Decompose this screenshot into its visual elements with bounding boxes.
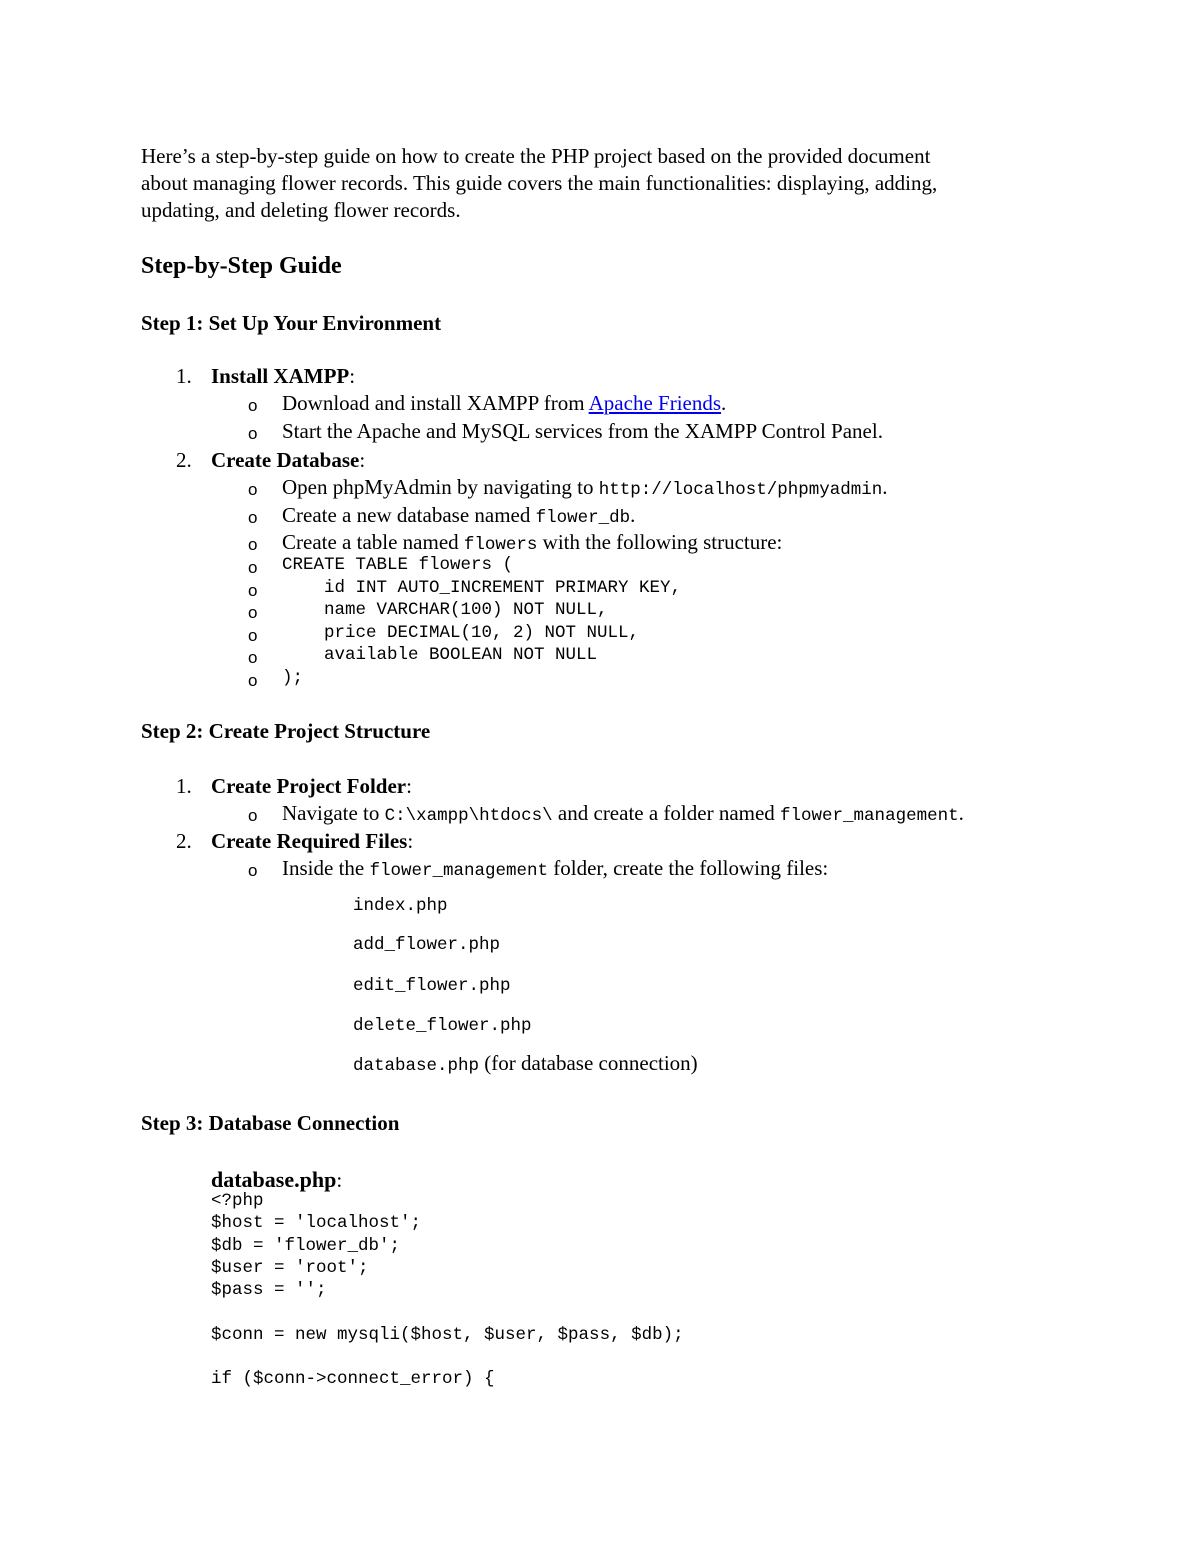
bullet-icon: o [248, 671, 258, 690]
file-name: add_flower.php [353, 935, 501, 955]
step2-item2 [211, 828, 413, 855]
xampp-bullet-1 [282, 390, 726, 417]
step1-item1-colon: : [349, 364, 356, 388]
bullet-icon: o [248, 558, 258, 577]
files-bullet-suffix: folder, create the following files: [548, 856, 829, 880]
bullet-icon: o [248, 626, 258, 645]
step2-item1-colon: : [406, 774, 412, 798]
bullet-icon: o [248, 603, 258, 622]
file-name: database.php [353, 1056, 480, 1076]
bullet-icon: o [248, 806, 258, 825]
bullet-icon: o [248, 396, 258, 415]
step2-item2-title: Create Required Files [211, 829, 408, 853]
bullet-icon: o [248, 535, 258, 554]
db-bullet-2-prefix: Create a new database named [282, 503, 536, 527]
bullet-icon: o [248, 424, 258, 443]
file-name: edit_flower.php [353, 976, 511, 996]
db-name-code: flower_db [535, 508, 631, 528]
db-bullet-2-suffix: . [630, 503, 636, 527]
step1-item2 [211, 447, 365, 474]
step2-item1 [211, 773, 412, 800]
sql-line: id INT AUTO_INCREMENT PRIMARY KEY, [282, 578, 682, 598]
folder-name-code: flower_management [369, 861, 549, 881]
guide-title: Step-by-Step Guide [141, 253, 342, 279]
table-name-code: flowers [463, 535, 538, 555]
step2-item2-colon: : [407, 829, 414, 853]
step2-item1-title: Create Project Folder [211, 774, 407, 798]
db-bullet-1 [282, 474, 888, 504]
sql-line: price DECIMAL(10, 2) NOT NULL, [282, 623, 640, 643]
code-line: if ($conn->connect_error) { [211, 1369, 495, 1389]
apache-friends-link[interactable]: Apache Friends [588, 391, 722, 415]
htdocs-path-code: C:\xampp\htdocs\ [384, 806, 553, 826]
step1-item2-number: 2. [176, 448, 192, 472]
database-file-line [353, 1050, 698, 1080]
files-bullet [282, 855, 828, 885]
code-line: $conn = new mysqli($host, $user, $pass, $db); [211, 1325, 684, 1345]
files-bullet-prefix: Inside the [282, 856, 370, 880]
bullet-icon: o [248, 581, 258, 600]
step1-title: Step 1: Set Up Your Environment [141, 311, 442, 335]
phpmyadmin-url: http://localhost/phpmyadmin [598, 480, 883, 500]
sql-line: CREATE TABLE flowers ( [282, 555, 514, 575]
sql-line: available BOOLEAN NOT NULL [282, 645, 598, 665]
db-bullet-1-prefix: Open phpMyAdmin by navigating to [282, 475, 599, 499]
file-name: delete_flower.php [353, 1016, 532, 1036]
xampp-bullet-1-prefix: Download and install XAMPP from [282, 391, 589, 415]
code-line: $user = 'root'; [211, 1258, 369, 1278]
db-bullet-3-suffix: with the following structure: [537, 530, 783, 554]
code-line: $db = 'flower_db'; [211, 1236, 401, 1256]
code-line: <?php [211, 1191, 264, 1211]
step1-item2-title: Create Database [211, 448, 360, 472]
step1-item1-title: Install XAMPP [211, 364, 350, 388]
database-php-title: database.php [211, 1167, 337, 1192]
intro-line-3: updating, and deleting flower records. [141, 198, 461, 222]
step3-title: Step 3: Database Connection [141, 1111, 400, 1135]
db-bullet-1-suffix: . [882, 475, 888, 499]
intro-line-1: Here’s a step-by-step guide on how to create the PHP project based on the provided document [141, 144, 931, 168]
xampp-bullet-1-suffix: . [721, 391, 727, 415]
bullet-icon: o [248, 480, 258, 499]
xampp-bullet-2: Start the Apache and MySQL services from the XAMPP Control Panel. [282, 419, 883, 443]
step2-item1-number: 1. [176, 774, 192, 798]
folder-bullet [282, 800, 964, 830]
db-bullet-3-prefix: Create a table named [282, 530, 464, 554]
folder-name-code: flower_management [780, 806, 959, 826]
step1-item2-colon: : [359, 448, 366, 472]
step1-item1-number: 1. [176, 364, 192, 388]
bullet-icon: o [248, 861, 258, 880]
step1-item1 [211, 363, 355, 390]
code-line: $host = 'localhost'; [211, 1213, 422, 1233]
file-name: index.php [353, 896, 448, 916]
step2-item2-number: 2. [176, 829, 192, 853]
bullet-icon: o [248, 648, 258, 667]
sql-line: ); [282, 668, 304, 688]
folder-bullet-middle: and create a folder named [552, 801, 781, 825]
db-bullet-2 [282, 502, 635, 532]
code-line: $pass = ''; [211, 1280, 327, 1300]
intro-line-2: about managing flower records. This guide covers the main functionalities: displaying, adding, [141, 171, 938, 195]
database-php-colon: : [336, 1168, 343, 1192]
folder-bullet-prefix: Navigate to [282, 801, 385, 825]
bullet-icon: o [248, 508, 258, 527]
folder-bullet-suffix: . [958, 801, 964, 825]
sql-line: name VARCHAR(100) NOT NULL, [282, 600, 608, 620]
step2-title: Step 2: Create Project Structure [141, 719, 431, 743]
database-file-note: (for database connection) [479, 1051, 698, 1075]
